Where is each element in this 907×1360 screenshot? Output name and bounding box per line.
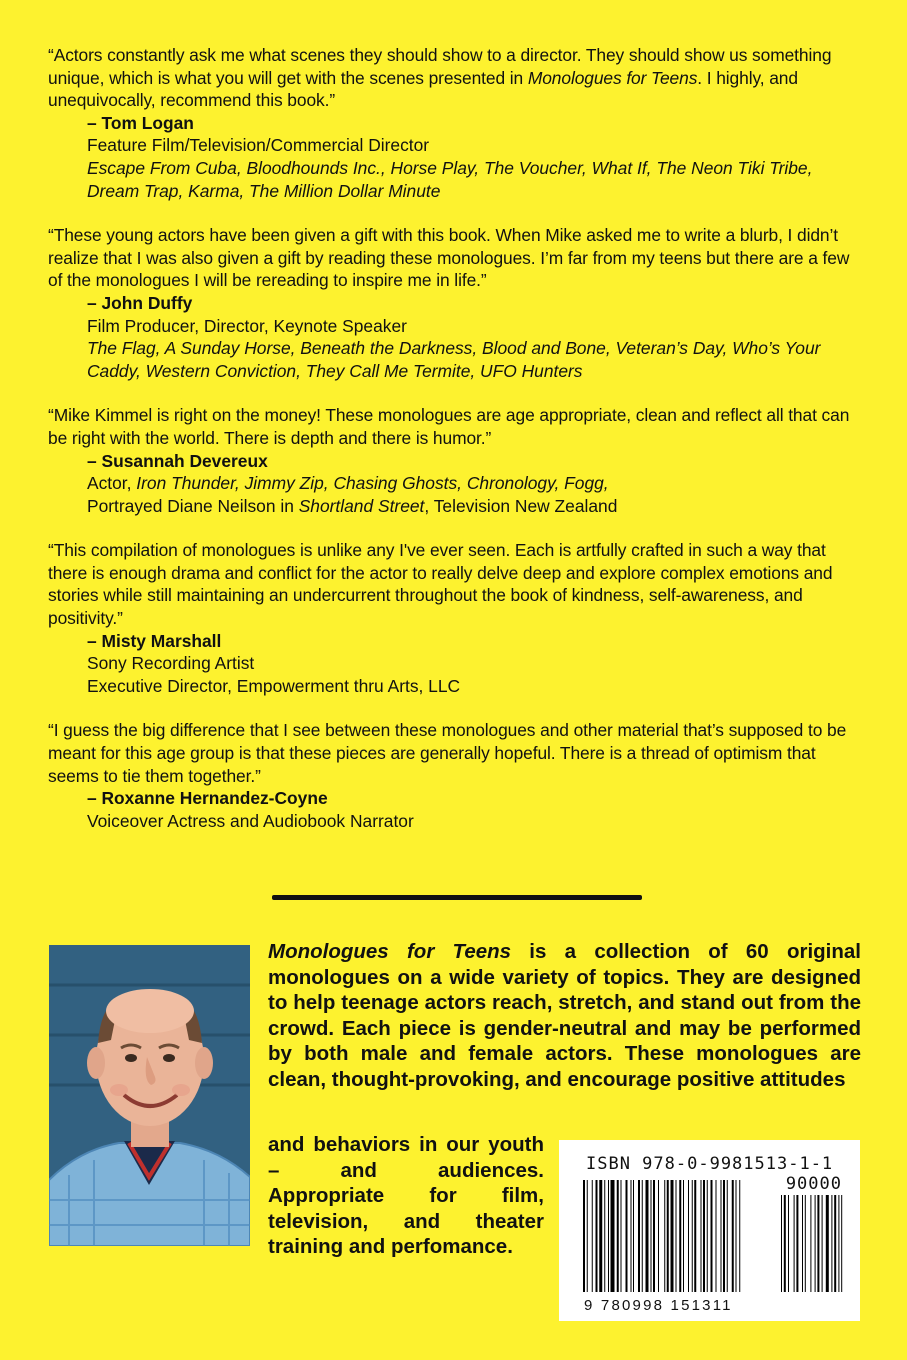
barcode-bar	[626, 1180, 628, 1292]
barcode-bar	[739, 1180, 740, 1292]
barcode-bar	[592, 1180, 593, 1292]
barcode-bar	[608, 1180, 609, 1292]
blurb-quote: “Mike Kimmel is right on the money! These monologues are age appropriate, clean and reflect all that can be right with the world. There is depth and there is humor.”	[48, 405, 850, 448]
barcode-bar	[679, 1180, 681, 1292]
isbn-barcode	[559, 1140, 860, 1321]
isbn-number: ISBN 978-0-9981513-1-1	[586, 1154, 834, 1174]
blurb-tom-logan	[48, 44, 868, 202]
barcode-bar	[711, 1180, 713, 1292]
barcode-bar	[583, 1180, 585, 1292]
book-description-top	[268, 939, 861, 1092]
price-code: 90000	[785, 1174, 842, 1194]
author-role: Feature Film/Television/Commercial Director	[87, 135, 430, 156]
role-prefix: Portrayed Diane Neilson in	[87, 495, 299, 516]
barcode-bar	[604, 1180, 605, 1292]
quote-text: . I highly, and unequivocally, recommend this book.”	[48, 67, 798, 111]
barcode-addon-bar	[781, 1195, 782, 1292]
author-name: – John Duffy	[87, 292, 193, 313]
author-credits: Escape From Cuba, Bloodhounds Inc., Horse Play, The Voucher, What If, The Neon Tiki Tribe, Dream Trap, Karma, The Million Dollar Minute	[87, 157, 813, 201]
barcode-bar	[736, 1180, 737, 1292]
barcode-bar	[727, 1180, 728, 1292]
blurb-john-duffy	[48, 224, 868, 382]
author-portrait-illustration	[49, 945, 250, 1246]
barcode-bar	[642, 1180, 643, 1292]
description-text: is a collection of 60 original monologues on a wide variety of topics. They are designed to help teenage actors reach, stretch, and stand out from the crowd. Each piece is gender-neutral and may be performed by both male and female actors. These monologues are clean, thought-provoking, and encourage positive attitudes	[268, 940, 861, 1091]
barcode-bar	[676, 1180, 677, 1292]
blurb-susannah-devereux	[48, 404, 868, 517]
role-prefix: Actor,	[87, 473, 137, 494]
barcode-bar	[723, 1180, 725, 1292]
blurb-quote: “This compilation of monologues is unlike any I've ever seen. Each is artfully crafted in such a way that there is enough drama and conflict for the actor to really delve deep and explore complex emotions and stories while still maintaining an undercurrent throughout the book of kindness, self-awareness, and positivity.”	[48, 540, 833, 629]
barcode-bar	[694, 1180, 696, 1292]
barcode-addon-bar	[784, 1195, 786, 1292]
barcode-bar	[716, 1180, 717, 1292]
quote-text: “Actors constantly ask me what scenes they should show to a director. They should show us something unique, which is what you will get with the scenes presented in	[48, 45, 832, 88]
barcode-bar	[596, 1180, 598, 1292]
author-name: – Susannah Devereux	[87, 450, 268, 471]
barcode-addon-bar	[841, 1195, 842, 1292]
author-role: Voiceover Actress and Audiobook Narrator	[87, 810, 414, 831]
barcode-bar	[658, 1180, 659, 1292]
barcode-addon-bar	[838, 1195, 839, 1292]
barcode-bar	[651, 1180, 652, 1292]
barcode-bar	[653, 1180, 655, 1292]
barcode-bar	[688, 1180, 689, 1292]
author-photo	[49, 945, 250, 1246]
barcode-bar	[667, 1180, 669, 1292]
book-title: Monologues for Teens	[268, 940, 512, 963]
blurb-attribution	[48, 450, 868, 518]
author-role-line2	[87, 495, 868, 518]
blurb-attribution	[48, 787, 868, 832]
blurb-attribution	[48, 112, 868, 202]
author-role: Film Producer, Director, Keynote Speaker	[87, 315, 407, 336]
barcode-bar	[611, 1180, 615, 1292]
barcode-bar	[721, 1180, 722, 1292]
barcode-addon-bar	[802, 1195, 803, 1292]
blurb-attribution	[48, 630, 868, 698]
barcode-bar	[599, 1180, 602, 1292]
role-credits: Iron Thunder, Jimmy Zip, Chasing Ghosts, Chronology, Fogg,	[136, 473, 609, 494]
author-role: Sony Recording Artist	[87, 653, 255, 674]
barcode-addon-bar	[796, 1195, 798, 1292]
barcode-bars	[559, 1140, 860, 1321]
barcode-addon-bar	[834, 1195, 836, 1292]
barcode-addon-bar	[831, 1195, 832, 1292]
barcode-addon-bar	[805, 1195, 806, 1292]
barcode-bar	[587, 1180, 588, 1292]
blurb-misty-marshall	[48, 539, 868, 697]
barcode-addon-bar	[810, 1195, 811, 1292]
barcode-bar	[633, 1180, 634, 1292]
author-name: – Roxanne Hernandez-Coyne	[87, 788, 328, 809]
blurb-roxanne-hernandez-coyne	[48, 719, 868, 832]
author-name: – Tom Logan	[87, 112, 194, 133]
barcode-addon-bar	[826, 1195, 829, 1292]
blurb-quote: “These young actors have been given a gift with this book. When Mike asked me to write a blurb, I didn’t realize that I was also given a gift by reading these monologues. I’m far from my teens but there are a few of the monologues I will be rereading to inspire me in life.”	[48, 225, 850, 291]
role-suffix: , Television New Zealand	[424, 495, 618, 516]
barcode-bar	[631, 1180, 632, 1292]
barcode-bar	[621, 1180, 622, 1292]
barcode-bar	[617, 1180, 619, 1292]
barcode-bar	[646, 1180, 649, 1292]
barcode-addon-bar	[817, 1195, 819, 1292]
barcode-bar	[707, 1180, 708, 1292]
book-title: Monologues for Teens	[527, 67, 698, 88]
barcode-addon-bar	[794, 1195, 795, 1292]
author-credits: The Flag, A Sunday Horse, Beneath the Darkness, Blood and Bone, Veteran’s Day, Who’s Your Caddy, Western Conviction, They Call Me Termite, UFO Hunters	[87, 338, 821, 381]
barcode-addon-bar	[815, 1195, 816, 1292]
blurb-attribution	[48, 292, 868, 382]
author-name: – Misty Marshall	[87, 630, 222, 651]
barcode-addon-bar	[788, 1195, 789, 1292]
barcode-addon-bar	[822, 1195, 823, 1292]
barcode-bar	[638, 1180, 640, 1292]
barcode-bar	[692, 1180, 693, 1292]
book-description-bottom: and behaviors in our youth – and audiences. Appropriate for film, television, and theater training and perfomance.	[268, 1133, 544, 1258]
barcode-bar	[703, 1180, 705, 1292]
blurb-quote: “I guess the big difference that I see between these monologues and other material that’s supposed to be meant for this age group is that these pieces are generally hopeful. There is a thread of optimism that seems to tie them together.”	[48, 720, 847, 786]
blurbs-section	[48, 44, 868, 854]
blurb-quote	[48, 44, 868, 112]
ean-digits: 9 780998 151311	[584, 1297, 733, 1314]
show-title: Shortland Street	[298, 495, 425, 516]
barcode-bar	[664, 1180, 665, 1292]
barcode-bar	[683, 1180, 684, 1292]
author-role-2: Executive Director, Empowerment thru Arts, LLC	[87, 675, 461, 696]
divider-rule	[272, 895, 642, 900]
author-role	[87, 472, 868, 495]
barcode-bar	[701, 1180, 702, 1292]
barcode-bar	[732, 1180, 734, 1292]
barcode-bar	[671, 1180, 674, 1292]
